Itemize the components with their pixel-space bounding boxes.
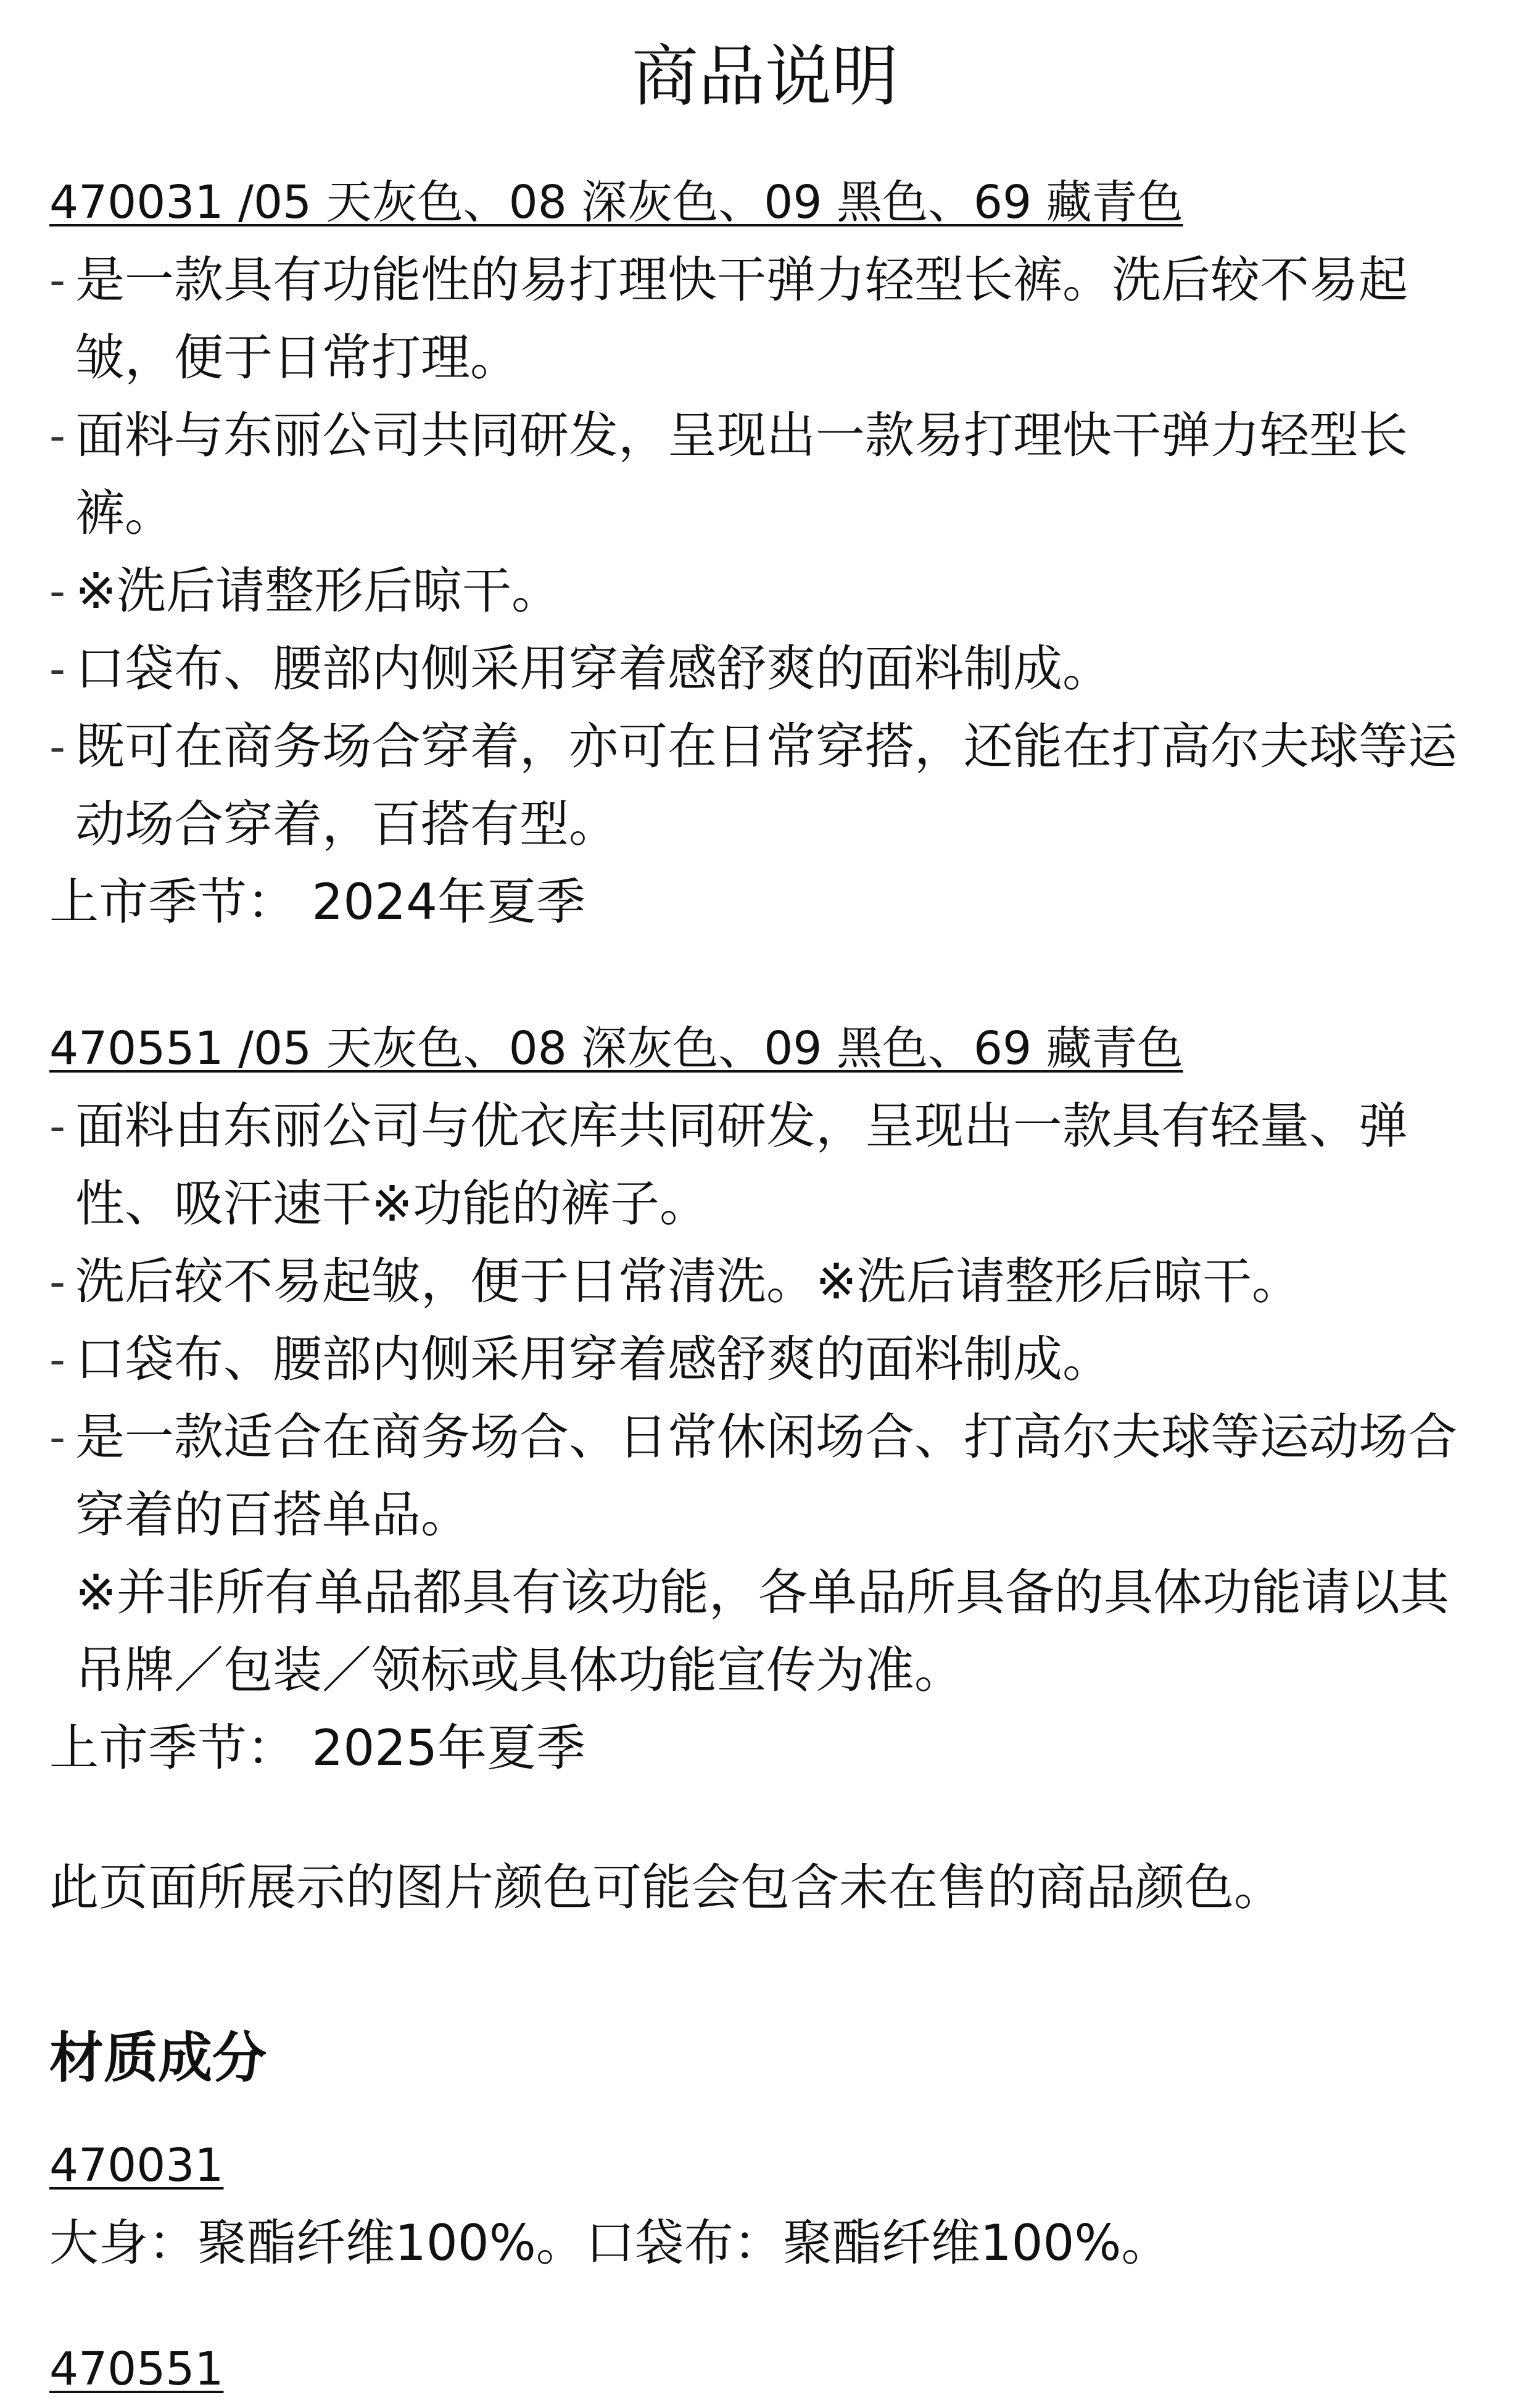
product-link-470031[interactable]: 470031 /05 天灰色、08 深灰色、09 黑色、69 藏青色	[49, 176, 1183, 229]
bullet-dash: -	[49, 643, 65, 695]
material-code-link[interactable]: 470551	[49, 2343, 224, 2396]
description-bullet: - 口袋布、腰部内侧采用穿着感舒爽的面料制成。	[49, 630, 1487, 708]
description-bullet: - 既可在商务场合穿着，亦可在日常穿搭，还能在打高尔夫球等运动场合穿着，百搭有型。	[49, 708, 1487, 863]
description-bullet: - 口袋布、腰部内侧采用穿着感舒爽的面料制成。	[49, 1321, 1487, 1398]
bullet-dash: -	[49, 1411, 65, 1463]
material-section	[49, 2019, 1487, 2097]
description-bullet: - 面料与东丽公司共同研发，呈现出一款易打理快干弹力轻型长裤。	[49, 397, 1487, 552]
bullet-dash: -	[49, 254, 65, 306]
function-note: ※并非所有单品都具有该功能，各单品所具备的具体功能请以其吊牌／包装／领标或具体功能宣传为准。	[75, 1564, 1450, 1699]
color-disclaimer: 此页面所展示的图片颜色可能会包含未在售的商品颜色。	[49, 1859, 1283, 1916]
material-item-470551	[49, 2330, 1487, 2408]
page-title: 商品说明	[631, 38, 898, 115]
description-bullet: - ※洗后请整形后晾干。	[49, 552, 1487, 630]
release-season: 上市季节： 2024年夏季	[49, 873, 586, 931]
color-disclaimer-section	[49, 1849, 1487, 1927]
bullet-dash: -	[49, 1256, 65, 1308]
material-heading: 材质成分	[49, 2026, 267, 2090]
material-item-470031	[49, 2127, 1487, 2282]
product-section-470551	[49, 1010, 1487, 1787]
product-link-470551[interactable]: 470551 /05 天灰色、08 深灰色、09 黑色、69 藏青色	[49, 1022, 1183, 1075]
description-bullet: - 是一款具有功能性的易打理快干弹力轻型长裤。洗后较不易起皱，便于日常打理。	[49, 241, 1487, 397]
description-bullet: - 是一款适合在商务场合、日常休闲场合、打高尔夫球等运动场合穿着的百搭单品。	[49, 1398, 1487, 1554]
release-season: 上市季节： 2025年夏季	[49, 1719, 586, 1777]
bullet-dash: -	[49, 721, 65, 773]
product-section-470031	[49, 164, 1487, 941]
material-composition: 大身：聚酯纤维100%。口袋布：聚酯纤维100%。	[49, 2214, 1171, 2272]
description-bullet: - 面料由东丽公司与优衣库共同研发，呈现出一款具有轻量、弹性、吸汗速干※功能的裤子。	[49, 1087, 1487, 1243]
bullet-dash: -	[49, 565, 65, 617]
bullet-dash: -	[49, 410, 65, 462]
bullet-dash: -	[49, 1100, 65, 1152]
material-code-link[interactable]: 470031	[49, 2139, 224, 2192]
description-bullet: - 洗后较不易起皱，便于日常清洗。※洗后请整形后晾干。	[49, 1243, 1487, 1321]
bullet-dash: -	[49, 1334, 65, 1385]
